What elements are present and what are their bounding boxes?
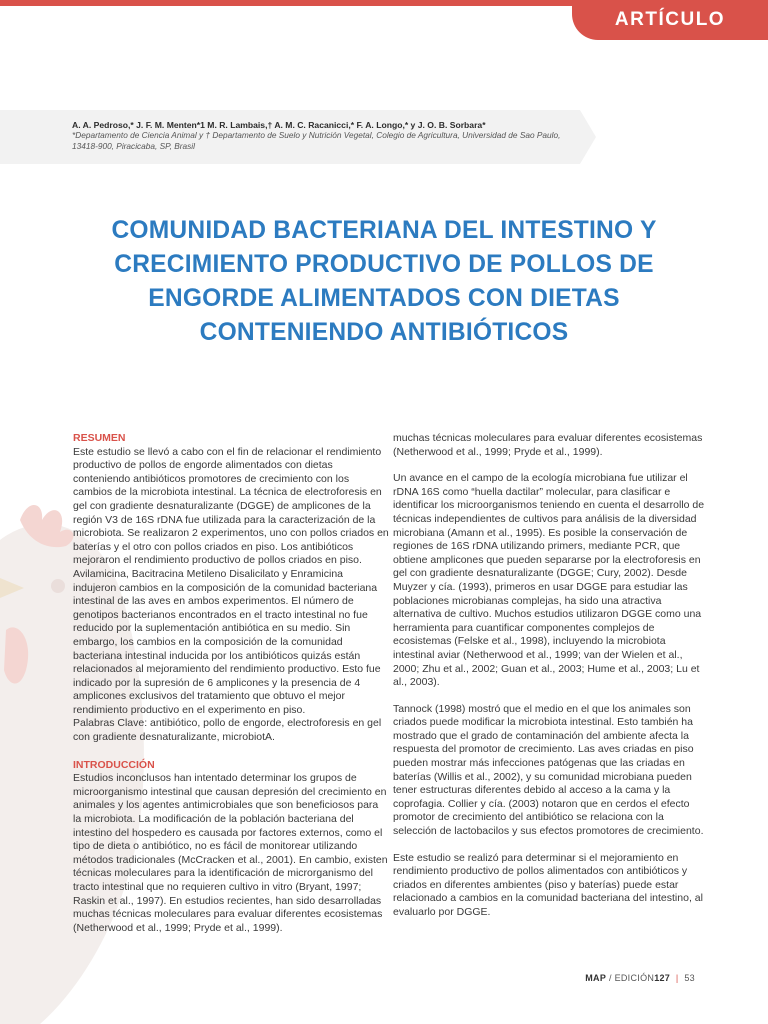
abstract-keywords: Palabras Clave: antibiótico, pollo de engorde, electroforesis en gel con gradiente desnaturalizante, microbiotA.: [73, 717, 382, 744]
abstract-text: Este estudio se llevó a cabo con el fin de relacionar el rendimiento productivo de pollos de engorde alimentados con dietas conteniendo antibióticos promotores de crecimiento con los cambios de la microbiota intestinal. La técnica de electroforesis en gel con gradiente desnaturalizante (DGGE) de amplicones de la región V3 de 16S rDNA fue utilizada para la caracterización de la microbiota. Se realizaron 2 experimentos, uno con pollos criados en baterías y el otro con pollos criados en piso. Los antibióticos mejoraron el rendimiento productivo de pollos criados en piso. Avilamicina, Bacitracina Metileno Disalicilato y Enramicina indujeron cambios en la composición de la comunidad bacteriana intestinal de las aves en ambos experimentos. El número de genotipos bacterianos encontrados en el tracto intestinal no fue reducido por la suplementación antibiótica en su medio. Sin embargo, los cambios en la composición de la comunidad bacteriana intestinal inducida por los antibióticos quizás están relacionados al mejoramiento del rendimiento productivo. Esto fue indicado por la supresión de 6 amplicones y la presencia de 4 amplicones exclusivos del tratamiento que obtuvo el mejor rendimiento productivo en el experimento en piso.: [73, 445, 389, 716]
right-column: [393, 432, 709, 920]
author-list: A. A. Pedroso,* J. F. M. Menten*1 M. R. Lambais,† A. M. C. Racanicci,* F. A. Longo,* y J. O. B. Sorbara*: [72, 120, 486, 130]
introduction-paragraph-4: Este estudio se realizó para determinar si el mejoramiento en rendimiento productivo de pollos alimentados con antibióticos y criados en diferentes ambientes (piso y baterías) puede estar relacionado a cambios en la comunidad bacteriana del intestino, al evaluarlo por DGGE.: [393, 851, 703, 918]
edition-label: EDICIÓN: [614, 973, 655, 983]
edition-number: 127: [654, 973, 671, 983]
introduction-paragraph-1-continued: muchas técnicas moleculares para evaluar diferentes ecosistemas (Netherwood et al., 1999; Pryde et al., 1999).: [393, 432, 703, 458]
introduction-paragraph-3: Tannock (1998) mostró que el medio en el que los animales son criados puede modificar la microbiota intestinal. Esto también ha mostrado que el grado de contaminación del ambiente afecta la respuesta del promotor de crecimiento. Las aves criadas en piso pueden mostrar más infecciones patógenas que las criadas en baterías (Willis et al., 2002), y su comunidad microbiana pueden tener estructuras diferentes debido al acceso a la cama y la coprofagia. Collier y cía. (2003) notaron que en cerdos el efecto promotor de crecimiento del antibiótico se relaciona con la selección de lactobacilos y sus efectos promotores de crecimiento.: [393, 702, 704, 838]
hen-eye-shape: [51, 579, 65, 593]
left-column: [73, 432, 389, 934]
introduction-paragraph-2: Un avance en el campo de la ecología microbiana fue utilizar el rDNA 16S como “huella dactilar” molecular, para clasificar e identificar los microorganismos teniendo en cuenta el desarrollo de técnicas independientes de cultivos para análisis de la diversidad microbiana (Amann et al., 1995). Es posible la conservación de regiones de 16S rDNA utilizando primers, mediante PCR, que obtiene amplicones que pueden separarse por la electroforesis en gel con gradiente desnaturalizante (DGGE; Cury, 2002). Desde Muyzer y cía. (1993), primeros en usar DGGE para estudiar las poblaciones microbianas complejas, ha sido una atractiva alternativa de cultivo. Muchos estudios utilizaron DGGE como una herramienta para cuantificar componentes complejos de ecosistemas (Felske et al., 1998), incluyendo la microbiota intestinal aviar (Netherwood et al., 1999; van der Wielen et al., 2000; Zhu et al., 2002; Guan et al., 2003; Hume et al., 2003; Lu et al., 2003).: [393, 472, 705, 689]
section-tag: ARTÍCULO: [572, 0, 768, 40]
author-affiliation: *Departamento de Ciencia Animal y † Departamento de Suelo y Nutrición Vegetal, Colegio de Agricultura, Universidad de Sao Paulo, 13418-900, Piracicaba, SP, Brasil: [72, 130, 561, 151]
magazine-name: MAP: [585, 973, 607, 983]
article-title: COMUNIDAD BACTERIANA DEL INTESTINO Y CRECIMIENTO PRODUCTIVO DE POLLOS DE ENGORDE ALIMENTADOS CON DIETAS CONTENIENDO ANTIBIÓTICOS: [111, 217, 657, 346]
introduction-heading: INTRODUCCIÓN: [73, 758, 155, 771]
introduction-paragraph-1: Estudios inconclusos han intentado determinar los grupos de microorganismo intestinal que causan depresión del crecimiento en animales y los agentes antimicrobiales que son beneficiosos para la microbiota. La modificación de la población bacteriana del intestino del hospedero es causada por factores externos, como el tipo de dieta o antibiótico, no es fácil de monitorear utilizando métodos tradicionales (McCracken et al., 2001). En cambio, existen técnicas moleculares para la identificación de microrganismo del tracto intestinal que no requieren cultivo in vitro (Bryant, 1997; Raskin et al., 1997). En estudios recientes, han sido desarrolladas muchas técnicas moleculares para evaluar diferentes ecosistemas (Netherwood et al., 1999; Pryde et al., 1999).: [73, 772, 388, 934]
page-footer: MAP / EDICIÓN127 | 53: [585, 973, 695, 983]
page-number: 53: [684, 973, 695, 983]
abstract-heading: RESUMEN: [73, 432, 126, 444]
